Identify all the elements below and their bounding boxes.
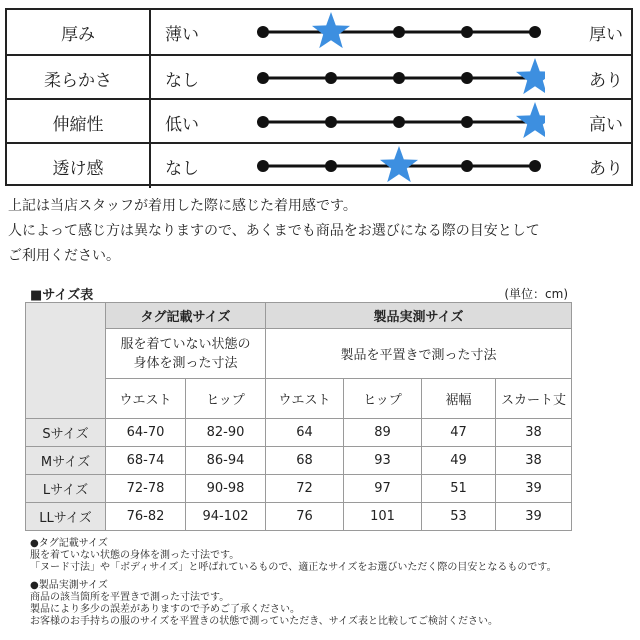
size-table-unit: (単位：cm): [504, 287, 568, 301]
size-table-title: ■サイズ表: [30, 288, 94, 303]
feel-min-label: なし: [165, 70, 199, 91]
footnote-tag-title: ●タグ記載サイズ: [30, 538, 108, 549]
cell: 38: [496, 447, 572, 475]
size-table: [25, 302, 572, 531]
scale-dot: [257, 116, 269, 128]
footnote-actual-title: ●製品実測サイズ: [30, 580, 108, 591]
cell: 49: [422, 447, 496, 475]
scale-dot: [325, 160, 337, 172]
tag-size-description: 服を着ていない状態の 身体を測った寸法: [106, 329, 266, 379]
footnote-tag-line-2: 「ヌード寸法」や「ボディサイズ」と呼ばれているもので、適正なサイズをお選びいただく際の目安となるものです。: [30, 562, 557, 573]
feel-min-label: なし: [165, 158, 199, 179]
scale-dot: [461, 160, 473, 172]
scale-dot: [393, 72, 405, 84]
feel-scale: [245, 56, 545, 100]
feel-name: 伸縮性: [7, 100, 151, 144]
feel-max-label: あり: [589, 70, 623, 91]
table-row: [26, 447, 572, 475]
cell: 72: [266, 475, 344, 503]
feel-row-sheerness: [7, 142, 631, 188]
table-row: [26, 503, 572, 531]
scale-dot: [257, 160, 269, 172]
cell: 89: [344, 419, 422, 447]
column-header: スカート丈: [496, 379, 572, 419]
row-label: Mサイズ: [26, 447, 106, 475]
cell: 39: [496, 475, 572, 503]
scale-dot: [393, 26, 405, 38]
table-row: [26, 419, 572, 447]
cell: 86-94: [186, 447, 266, 475]
row-label: Sサイズ: [26, 419, 106, 447]
cell: 76-82: [106, 503, 186, 531]
feel-row-stretch: [7, 98, 631, 144]
cell: 53: [422, 503, 496, 531]
footnote-tag-line-1: 服を着ていない状態の身体を測った寸法です。: [30, 550, 240, 561]
rating-star-icon: [312, 12, 350, 48]
cell: 38: [496, 419, 572, 447]
row-label: Lサイズ: [26, 475, 106, 503]
feel-name: 透け感: [7, 144, 151, 188]
scale-dot: [257, 72, 269, 84]
cell: 90-98: [186, 475, 266, 503]
cell: 39: [496, 503, 572, 531]
feel-table: [5, 8, 633, 186]
note-line-3: ご利用ください。: [8, 248, 120, 264]
scale-dot: [529, 160, 541, 172]
cell: 94-102: [186, 503, 266, 531]
scale-dot: [325, 116, 337, 128]
cell: 68-74: [106, 447, 186, 475]
column-header: ウエスト: [266, 379, 344, 419]
cell: 64: [266, 419, 344, 447]
note-line-1: 上記は当店スタッフが着用した際に感じた着用感です。: [8, 198, 357, 214]
cell: 97: [344, 475, 422, 503]
column-header: 裾幅: [422, 379, 496, 419]
rating-star-icon: [516, 102, 545, 138]
note-line-2: 人によって感じ方は異なりますので、あくまでも商品をお選びになる際の目安として: [8, 223, 540, 239]
cell: 64-70: [106, 419, 186, 447]
cell: 47: [422, 419, 496, 447]
footnote-actual-line-1: 商品の該当箇所を平置きで測った寸法です。: [30, 592, 230, 603]
cell: 68: [266, 447, 344, 475]
row-label: LLサイズ: [26, 503, 106, 531]
feel-name: 厚み: [7, 10, 151, 54]
cell: 82-90: [186, 419, 266, 447]
cell: 72-78: [106, 475, 186, 503]
scale-dot: [461, 116, 473, 128]
scale-dot: [257, 26, 269, 38]
feel-scale: [245, 144, 545, 188]
cell: 76: [266, 503, 344, 531]
feel-row-softness: [7, 54, 631, 100]
rating-star-icon: [380, 146, 418, 182]
cell: 93: [344, 447, 422, 475]
column-header: ヒップ: [344, 379, 422, 419]
feel-max-label: 高い: [589, 114, 623, 135]
feel-name: 柔らかさ: [7, 56, 151, 100]
footnote-actual-line-2: 製品により多少の誤差がありますので予めご了承ください。: [30, 604, 300, 615]
actual-size-header: 製品実測サイズ: [266, 303, 572, 329]
cell: 51: [422, 475, 496, 503]
tag-size-header: タグ記載サイズ: [106, 303, 266, 329]
scale-dot: [393, 116, 405, 128]
table-row: [26, 475, 572, 503]
scale-dot: [461, 26, 473, 38]
feel-min-label: 薄い: [165, 24, 199, 45]
column-header: ウエスト: [106, 379, 186, 419]
rating-star-icon: [516, 58, 545, 94]
footnote-actual-line-3: お客様のお手持ちの服のサイズを平置きの状態で測っていただき、サイズ表と比較してご検討ください。: [30, 616, 498, 627]
actual-size-description: 製品を平置きで測った寸法: [266, 329, 572, 379]
scale-dot: [529, 26, 541, 38]
feel-max-label: 厚い: [589, 24, 623, 45]
feel-scale: [245, 10, 545, 54]
feel-max-label: あり: [589, 158, 623, 179]
corner-cell: [26, 303, 106, 419]
scale-dot: [461, 72, 473, 84]
column-header: ヒップ: [186, 379, 266, 419]
scale-dot: [325, 72, 337, 84]
feel-row-thickness: [7, 10, 631, 54]
feel-min-label: 低い: [165, 114, 199, 135]
cell: 101: [344, 503, 422, 531]
feel-scale: [245, 100, 545, 144]
